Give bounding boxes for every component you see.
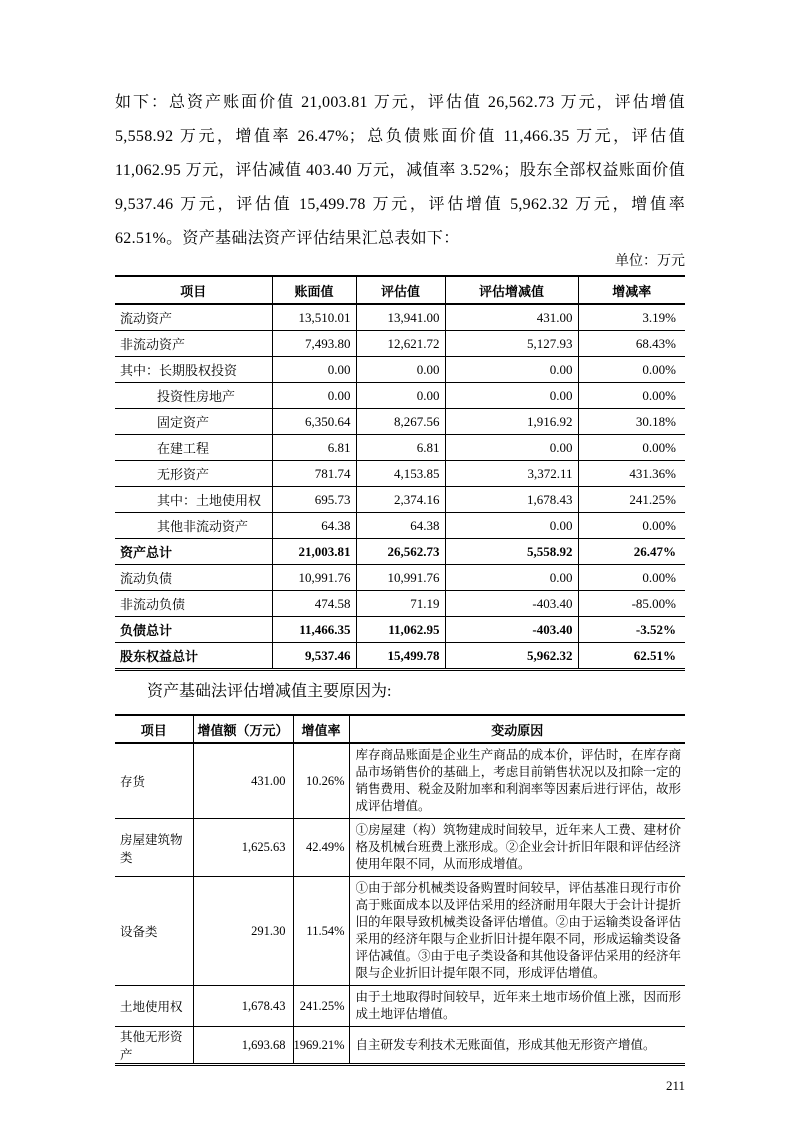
summary-table-row [115,461,685,487]
summary-table [115,275,685,671]
summary-header-change-value: 评估增减值 [445,276,578,304]
item-cell: 在建工程 [115,435,272,461]
summary-table-row [115,565,685,591]
change-value-cell: 0.00 [445,435,578,461]
book-value-cell: 6.81 [272,435,356,461]
amount-cell: 1,678.43 [193,986,293,1027]
change-value-cell: 5,558.92 [445,539,578,565]
amount-cell: 1,693.68 [193,1027,293,1065]
assessed-value-cell: 15,499.78 [356,643,445,670]
summary-table-body [115,304,685,670]
rate-cell: 11.54% [293,877,349,986]
reasons-table-row [115,743,685,819]
summary-table-row [115,435,685,461]
summary-header-book-value: 账面值 [272,276,356,304]
reasons-table-row [115,877,685,986]
reason-cell: 库存商品账面是企业生产商品的成本价，评估时，在库存商品市场销售价的基础上，考虑目前销售状况以及扣除一定的销售费用、税金及附加率和利润率等因素后进行评估，故形成评估增值。 [355,748,681,813]
summary-table-row [115,383,685,409]
item-cell: 流动负债 [115,565,272,591]
item-cell: 土地使用权 [115,986,193,1027]
summary-table-row [115,643,685,670]
reason-cell: 由于土地取得时间较早，近年来土地市场价值上涨，因而形成土地评估增值。 [355,990,681,1021]
item-cell: 股东权益总计 [115,643,272,670]
item-cell: 非流动资产 [115,331,272,357]
assessed-value-cell: 0.00 [356,357,445,383]
item-cell: 其他非流动资产 [115,513,272,539]
change-value-cell: 1,916.92 [445,409,578,435]
assessed-value-cell: 11,062.95 [356,617,445,643]
change-value-cell: 0.00 [445,357,578,383]
rate-cell: 241.25% [293,986,349,1027]
amount-cell: 1,625.63 [193,819,293,877]
change-rate-cell: 0.00% [642,569,676,585]
change-rate-cell: 3.19% [642,309,676,325]
book-value-cell: 21,003.81 [272,539,356,565]
change-rate-cell: 0.00% [642,439,676,455]
book-value-cell: 10,991.76 [272,565,356,591]
change-rate-cell: 0.00% [642,517,676,533]
rate-cell: 1969.21% [293,1027,349,1065]
change-rate-cell: -85.00% [631,595,676,611]
summary-header-item: 项目 [115,276,272,304]
summary-header-change-rate: 增减率 [612,283,652,299]
rate-cell: 10.26% [293,743,349,819]
reason-cell: ①由于部分机械类设备购置时间较早，评估基准日现行市价高于账面成本以及评估采用的经济耐用年限大于会计计提折旧的年限导致机械类设备评估增值。②由于运输类设备评估采用的经济年限与企业折旧计提年限不同，形成运输类设备评估减值。③由于电子类设备和其他设备评估采用的经济年限与企业折旧计提年限不同，形成评估增值。 [355,881,681,980]
book-value-cell: 0.00 [272,383,356,409]
item-cell: 其中：土地使用权 [115,487,272,513]
book-value-cell: 0.00 [272,357,356,383]
item-cell: 资产总计 [115,539,272,565]
change-value-cell: 0.00 [445,383,578,409]
item-cell: 投资性房地产 [115,383,272,409]
summary-table-row [115,357,685,383]
summary-table-row [115,331,685,357]
change-rate-cell: 26.47% [633,543,676,559]
book-value-cell: 781.74 [272,461,356,487]
change-value-cell: 5,962.32 [445,643,578,670]
reasons-table-row [115,986,685,1027]
assessed-value-cell: 0.00 [356,383,445,409]
assessed-value-cell: 4,153.85 [356,461,445,487]
item-cell: 固定资产 [115,409,272,435]
reasons-table [115,714,685,1066]
book-value-cell: 474.58 [272,591,356,617]
change-rate-cell: 62.51% [633,647,676,663]
assessed-value-cell: 26,562.73 [356,539,445,565]
summary-table-row [115,487,685,513]
unit-label: 单位：万元 [615,254,685,269]
summary-table-row [115,617,685,643]
assessed-value-cell: 71.19 [356,591,445,617]
assessed-value-cell: 64.38 [356,513,445,539]
reasons-header-reason: 变动原因 [491,722,544,738]
reasons-table-row [115,819,685,877]
change-rate-cell: 0.00% [642,361,676,377]
item-cell: 设备类 [115,877,193,986]
assessed-value-cell: 10,991.76 [356,565,445,591]
reason-cell: ①房屋建（构）筑物建成时间较早，近年来人工费、建材价格及机械台班费上涨形成。②企业会计折旧年限和评估经济使用年限不同，从而形成增值。 [355,823,681,871]
summary-table-row [115,539,685,565]
item-cell: 负债总计 [115,617,272,643]
reasons-heading: 资产基础法评估增减值主要原因为: [147,683,392,700]
assessed-value-cell: 2,374.16 [356,487,445,513]
reasons-header-rate: 增值率 [293,715,349,743]
change-rate-cell: -3.52% [635,621,676,637]
summary-table-header-row [115,276,685,304]
change-value-cell: 3,372.11 [445,461,578,487]
amount-cell: 431.00 [193,743,293,819]
summary-header-assessed-value: 评估值 [356,276,445,304]
amount-cell: 291.30 [193,877,293,986]
change-value-cell: 0.00 [445,513,578,539]
reasons-table-row [115,1027,685,1065]
summary-table-row [115,304,685,331]
reasons-table-body [115,743,685,1065]
summary-table-row [115,513,685,539]
book-value-cell: 9,537.46 [272,643,356,670]
item-cell: 其他无形资产 [115,1027,193,1065]
change-value-cell: 5,127.93 [445,331,578,357]
assessed-value-cell: 8,267.56 [356,409,445,435]
reasons-table-header-row [115,715,685,743]
change-value-cell: -403.40 [445,617,578,643]
reason-cell: 自主研发专利技术无账面值，形成其他无形资产增值。 [355,1037,656,1052]
book-value-cell: 13,510.01 [272,304,356,331]
summary-table-row [115,409,685,435]
assessed-value-cell: 6.81 [356,435,445,461]
book-value-cell: 11,466.35 [272,617,356,643]
change-value-cell: -403.40 [445,591,578,617]
reasons-header-item: 项目 [115,715,193,743]
rate-cell: 42.49% [293,819,349,877]
book-value-cell: 64.38 [272,513,356,539]
intro-paragraph: 如下：总资产账面价值 21,003.81 万元，评估值 26,562.73 万元，评估增值 5,558.92 万元，增值率 26.47%；总负债账面价值 11,466.35 万元，评估值 11,062.95 万元，评估减值 403.40 万元，减值率 3.52%；股东全部权益账面价值 9,537.46 万元，评估值 15,499.78 万元，评估增值 5,962.32 万元，增值率 62.51%。资产基础法资产评估结果汇总表如下： [115,94,685,247]
change-rate-cell: 68.43% [635,335,676,351]
item-cell: 流动资产 [115,304,272,331]
book-value-cell: 7,493.80 [272,331,356,357]
book-value-cell: 695.73 [272,487,356,513]
change-rate-cell: 241.25% [629,491,676,507]
change-rate-cell: 0.00% [642,387,676,403]
book-value-cell: 6,350.64 [272,409,356,435]
change-rate-cell: 431.36% [629,465,676,481]
page-number: 211 [665,1078,685,1093]
assessed-value-cell: 13,941.00 [356,304,445,331]
summary-table-row [115,591,685,617]
item-cell: 非流动负债 [115,591,272,617]
change-rate-cell: 30.18% [635,413,676,429]
item-cell: 其中：长期股权投资 [115,357,272,383]
change-value-cell: 1,678.43 [445,487,578,513]
reasons-header-amount: 增值额（万元） [193,715,293,743]
assessed-value-cell: 12,621.72 [356,331,445,357]
item-cell: 存货 [115,743,193,819]
item-cell: 房屋建筑物类 [115,819,193,877]
change-value-cell: 431.00 [445,304,578,331]
change-value-cell: 0.00 [445,565,578,591]
item-cell: 无形资产 [115,461,272,487]
